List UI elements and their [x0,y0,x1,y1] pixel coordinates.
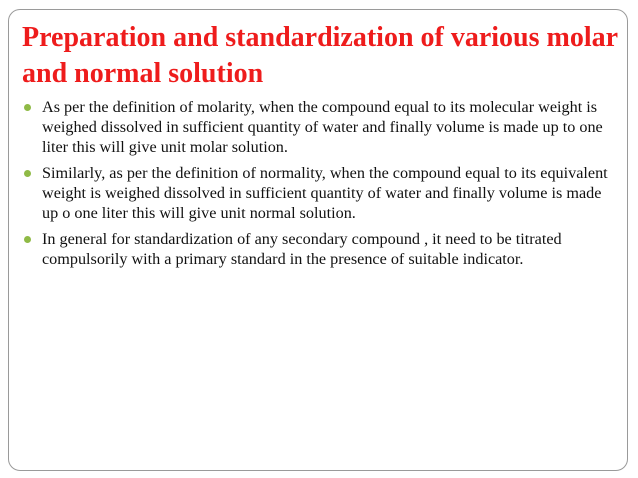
bullet-text: Similarly, as per the definition of normality, when the compound equal to its equivalent weight is weighed dissolved in sufficient quantity of water and finally volume is made up o one liter this will give unit normal solution. [42,164,608,222]
bullet-dot-icon [24,236,31,243]
bullet-text: As per the definition of molarity, when the compound equal to its molecular weight is weighed dissolved in sufficient quantity of water and finally volume is made up to one liter this will give unit molar solution. [42,98,603,156]
bullet-text: In general for standardization of any secondary compound , it need to be titrated compulsorily with a primary standard in the presence of suitable indicator. [42,230,562,268]
bullet-list [22,97,618,275]
bullet-item-normality [22,163,618,223]
bullet-dot-icon [24,104,31,111]
bullet-item-molarity [22,97,618,157]
bullet-item-standardization [22,229,618,269]
slide-title: Preparation and standardization of various molar and normal solution [22,22,618,89]
bullet-dot-icon [24,170,31,177]
